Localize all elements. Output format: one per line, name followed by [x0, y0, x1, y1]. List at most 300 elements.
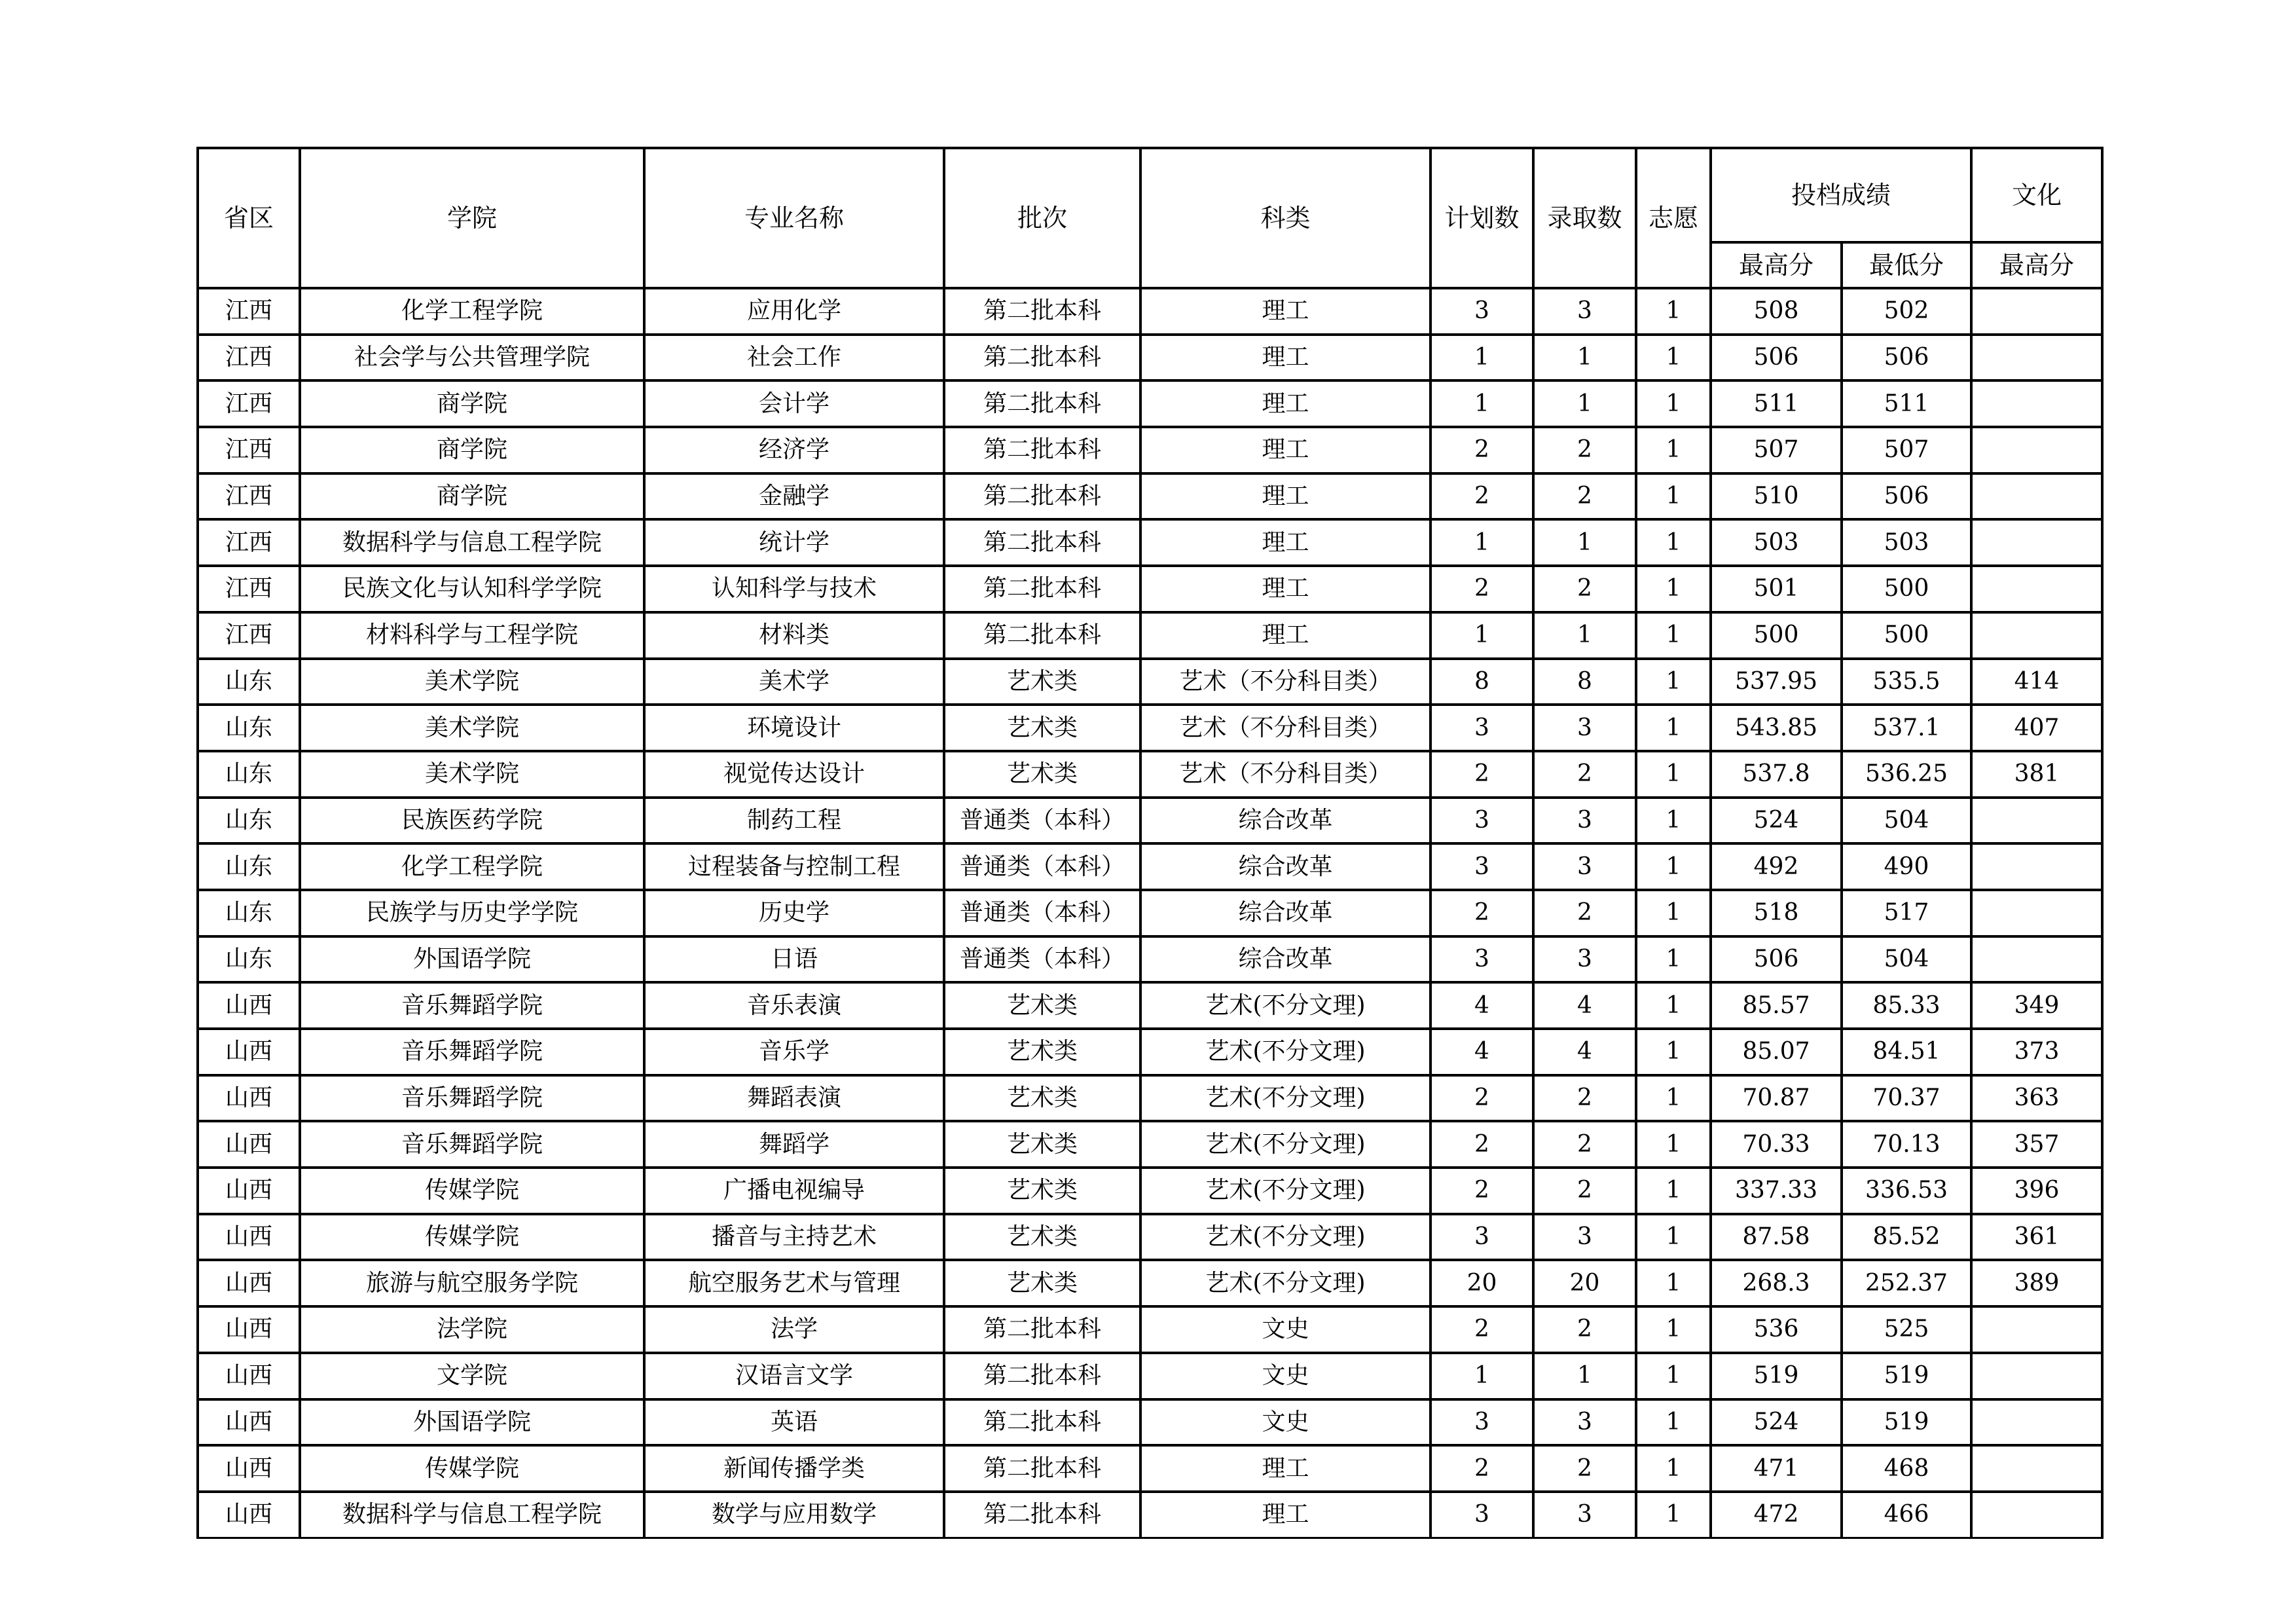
- cell-province: 山东: [198, 843, 300, 890]
- cell-major: 统计学: [644, 519, 944, 566]
- cell-culture-max: [1971, 288, 2102, 335]
- cell-category: 理工: [1140, 427, 1430, 473]
- cell-score-min: 537.1: [1842, 705, 1971, 751]
- cell-province: 山东: [198, 659, 300, 705]
- cell-culture-max: [1971, 612, 2102, 659]
- cell-preference: 1: [1636, 1075, 1711, 1122]
- table-row: [198, 936, 2102, 983]
- cell-major: 舞蹈学: [644, 1121, 944, 1168]
- cell-category: 艺术(不分文理): [1140, 1214, 1430, 1261]
- cell-culture-max: [1971, 936, 2102, 983]
- cell-plan-count: 2: [1430, 751, 1533, 798]
- cell-score-min: 70.13: [1842, 1121, 1971, 1168]
- cell-major: 社会工作: [644, 335, 944, 381]
- cell-category: 文史: [1140, 1306, 1430, 1353]
- cell-score-min: 70.37: [1842, 1075, 1971, 1122]
- cell-culture-max: 373: [1971, 1029, 2102, 1075]
- header-score-min: 最低分: [1842, 242, 1971, 288]
- cell-batch: 艺术类: [944, 659, 1140, 705]
- cell-admitted-count: 2: [1533, 890, 1636, 936]
- cell-score-min: 502: [1842, 288, 1971, 335]
- cell-score-min: 466: [1842, 1492, 1971, 1538]
- cell-score-max: 87.58: [1711, 1214, 1842, 1261]
- cell-admitted-count: 2: [1533, 1121, 1636, 1168]
- cell-batch: 普通类（本科）: [944, 936, 1140, 983]
- table-row: [198, 982, 2102, 1029]
- header-batch: 批次: [944, 148, 1140, 288]
- cell-preference: 1: [1636, 1214, 1711, 1261]
- cell-batch: 第二批本科: [944, 566, 1140, 612]
- cell-category: 艺术（不分科目类）: [1140, 705, 1430, 751]
- cell-admitted-count: 2: [1533, 473, 1636, 520]
- header-admitted-count: 录取数: [1533, 148, 1636, 288]
- cell-score-min: 517: [1842, 890, 1971, 936]
- cell-college: 商学院: [300, 473, 644, 520]
- table-row: [198, 1214, 2102, 1261]
- cell-culture-max: 349: [1971, 982, 2102, 1029]
- cell-preference: 1: [1636, 798, 1711, 844]
- cell-score-max: 503: [1711, 519, 1842, 566]
- cell-major: 英语: [644, 1399, 944, 1446]
- cell-score-max: 510: [1711, 473, 1842, 520]
- cell-college: 社会学与公共管理学院: [300, 335, 644, 381]
- cell-college: 文学院: [300, 1353, 644, 1399]
- cell-college: 商学院: [300, 380, 644, 427]
- cell-category: 综合改革: [1140, 843, 1430, 890]
- cell-category: 艺术(不分文理): [1140, 1168, 1430, 1214]
- cell-college: 外国语学院: [300, 1399, 644, 1446]
- table-row: [198, 798, 2102, 844]
- cell-college: 旅游与航空服务学院: [300, 1260, 644, 1306]
- cell-score-min: 84.51: [1842, 1029, 1971, 1075]
- cell-admitted-count: 8: [1533, 659, 1636, 705]
- cell-major: 材料类: [644, 612, 944, 659]
- table-row: [198, 288, 2102, 335]
- cell-score-max: 519: [1711, 1353, 1842, 1399]
- cell-batch: 第二批本科: [944, 288, 1140, 335]
- cell-category: 艺术(不分文理): [1140, 1260, 1430, 1306]
- cell-score-min: 504: [1842, 936, 1971, 983]
- cell-category: 理工: [1140, 288, 1430, 335]
- cell-culture-max: [1971, 798, 2102, 844]
- cell-category: 理工: [1140, 380, 1430, 427]
- cell-category: 理工: [1140, 612, 1430, 659]
- table-row: [198, 1399, 2102, 1446]
- table-row: [198, 380, 2102, 427]
- cell-preference: 1: [1636, 335, 1711, 381]
- cell-batch: 第二批本科: [944, 473, 1140, 520]
- cell-college: 化学工程学院: [300, 288, 644, 335]
- cell-major: 广播电视编导: [644, 1168, 944, 1214]
- cell-batch: 第二批本科: [944, 612, 1140, 659]
- cell-score-min: 85.33: [1842, 982, 1971, 1029]
- cell-province: 江西: [198, 335, 300, 381]
- admission-table-container: [196, 147, 2106, 1539]
- cell-score-max: 85.07: [1711, 1029, 1842, 1075]
- table-row: [198, 427, 2102, 473]
- cell-plan-count: 2: [1430, 473, 1533, 520]
- cell-major: 历史学: [644, 890, 944, 936]
- cell-preference: 1: [1636, 1121, 1711, 1168]
- header-culture-max: 最高分: [1971, 242, 2102, 288]
- cell-score-max: 492: [1711, 843, 1842, 890]
- cell-score-min: 468: [1842, 1445, 1971, 1492]
- cell-province: 山西: [198, 1445, 300, 1492]
- header-category: 科类: [1140, 148, 1430, 288]
- cell-batch: 艺术类: [944, 1260, 1140, 1306]
- cell-batch: 艺术类: [944, 1214, 1140, 1261]
- cell-score-min: 252.37: [1842, 1260, 1971, 1306]
- cell-admitted-count: 4: [1533, 982, 1636, 1029]
- cell-score-max: 501: [1711, 566, 1842, 612]
- cell-plan-count: 3: [1430, 1492, 1533, 1538]
- cell-college: 音乐舞蹈学院: [300, 1121, 644, 1168]
- cell-admitted-count: 3: [1533, 798, 1636, 844]
- cell-score-min: 500: [1842, 612, 1971, 659]
- cell-score-min: 536.25: [1842, 751, 1971, 798]
- cell-category: 艺术（不分科目类）: [1140, 659, 1430, 705]
- cell-category: 艺术(不分文理): [1140, 1029, 1430, 1075]
- cell-category: 文史: [1140, 1353, 1430, 1399]
- cell-major: 舞蹈表演: [644, 1075, 944, 1122]
- cell-plan-count: 2: [1430, 1168, 1533, 1214]
- cell-plan-count: 20: [1430, 1260, 1533, 1306]
- header-culture-group: 文化: [1971, 148, 2102, 242]
- cell-culture-max: [1971, 1306, 2102, 1353]
- cell-score-min: 85.52: [1842, 1214, 1971, 1261]
- cell-preference: 1: [1636, 936, 1711, 983]
- cell-culture-max: 381: [1971, 751, 2102, 798]
- cell-major: 金融学: [644, 473, 944, 520]
- cell-province: 山西: [198, 1353, 300, 1399]
- cell-preference: 1: [1636, 1492, 1711, 1538]
- table-row: [198, 1075, 2102, 1122]
- cell-admitted-count: 1: [1533, 335, 1636, 381]
- cell-batch: 第二批本科: [944, 335, 1140, 381]
- cell-score-max: 511: [1711, 380, 1842, 427]
- table-row: [198, 612, 2102, 659]
- cell-score-min: 490: [1842, 843, 1971, 890]
- table-row: [198, 566, 2102, 612]
- cell-admitted-count: 4: [1533, 1029, 1636, 1075]
- cell-college: 数据科学与信息工程学院: [300, 1492, 644, 1538]
- cell-plan-count: 2: [1430, 566, 1533, 612]
- cell-province: 江西: [198, 519, 300, 566]
- cell-batch: 普通类（本科）: [944, 843, 1140, 890]
- table-row: [198, 1260, 2102, 1306]
- cell-preference: 1: [1636, 1260, 1711, 1306]
- cell-admitted-count: 2: [1533, 566, 1636, 612]
- cell-score-min: 525: [1842, 1306, 1971, 1353]
- table-header: [198, 148, 2102, 288]
- cell-culture-max: [1971, 890, 2102, 936]
- cell-category: 艺术（不分科目类）: [1140, 751, 1430, 798]
- cell-score-max: 537.95: [1711, 659, 1842, 705]
- cell-college: 民族学与历史学学院: [300, 890, 644, 936]
- cell-province: 山西: [198, 1306, 300, 1353]
- cell-province: 山西: [198, 1029, 300, 1075]
- cell-major: 数学与应用数学: [644, 1492, 944, 1538]
- header-province: 省区: [198, 148, 300, 288]
- cell-major: 制药工程: [644, 798, 944, 844]
- cell-preference: 1: [1636, 1029, 1711, 1075]
- cell-score-min: 336.53: [1842, 1168, 1971, 1214]
- cell-admitted-count: 1: [1533, 1353, 1636, 1399]
- cell-plan-count: 2: [1430, 890, 1533, 936]
- cell-score-max: 268.3: [1711, 1260, 1842, 1306]
- table-row: [198, 473, 2102, 520]
- cell-preference: 1: [1636, 566, 1711, 612]
- table-body: [198, 288, 2102, 1538]
- cell-score-min: 500: [1842, 566, 1971, 612]
- cell-culture-max: [1971, 473, 2102, 520]
- cell-category: 综合改革: [1140, 798, 1430, 844]
- cell-culture-max: 407: [1971, 705, 2102, 751]
- cell-college: 传媒学院: [300, 1168, 644, 1214]
- cell-score-max: 508: [1711, 288, 1842, 335]
- cell-score-max: 70.87: [1711, 1075, 1842, 1122]
- cell-college: 外国语学院: [300, 936, 644, 983]
- cell-score-min: 503: [1842, 519, 1971, 566]
- cell-college: 民族文化与认知科学学院: [300, 566, 644, 612]
- cell-batch: 艺术类: [944, 705, 1140, 751]
- cell-score-min: 504: [1842, 798, 1971, 844]
- cell-admitted-count: 2: [1533, 751, 1636, 798]
- header-score-group: 投档成绩: [1711, 148, 1971, 242]
- table-row: [198, 1492, 2102, 1538]
- cell-admitted-count: 3: [1533, 936, 1636, 983]
- cell-batch: 艺术类: [944, 1075, 1140, 1122]
- cell-plan-count: 1: [1430, 380, 1533, 427]
- cell-culture-max: 363: [1971, 1075, 2102, 1122]
- cell-preference: 1: [1636, 1306, 1711, 1353]
- cell-score-max: 85.57: [1711, 982, 1842, 1029]
- cell-province: 江西: [198, 380, 300, 427]
- cell-plan-count: 3: [1430, 798, 1533, 844]
- table-row: [198, 659, 2102, 705]
- cell-culture-max: [1971, 566, 2102, 612]
- cell-batch: 普通类（本科）: [944, 890, 1140, 936]
- cell-score-max: 471: [1711, 1445, 1842, 1492]
- cell-batch: 艺术类: [944, 751, 1140, 798]
- cell-admitted-count: 2: [1533, 427, 1636, 473]
- cell-plan-count: 2: [1430, 1121, 1533, 1168]
- cell-category: 理工: [1140, 335, 1430, 381]
- cell-plan-count: 2: [1430, 1075, 1533, 1122]
- cell-college: 音乐舞蹈学院: [300, 1075, 644, 1122]
- table-row: [198, 1121, 2102, 1168]
- table-row: [198, 335, 2102, 381]
- cell-score-max: 543.85: [1711, 705, 1842, 751]
- cell-batch: 艺术类: [944, 1029, 1140, 1075]
- cell-batch: 第二批本科: [944, 1306, 1140, 1353]
- cell-college: 美术学院: [300, 659, 644, 705]
- cell-culture-max: [1971, 1399, 2102, 1446]
- cell-admitted-count: 20: [1533, 1260, 1636, 1306]
- cell-score-min: 506: [1842, 335, 1971, 381]
- cell-admitted-count: 1: [1533, 380, 1636, 427]
- cell-score-max: 524: [1711, 798, 1842, 844]
- cell-score-min: 507: [1842, 427, 1971, 473]
- cell-admitted-count: 2: [1533, 1445, 1636, 1492]
- cell-plan-count: 2: [1430, 427, 1533, 473]
- cell-major: 航空服务艺术与管理: [644, 1260, 944, 1306]
- cell-batch: 艺术类: [944, 982, 1140, 1029]
- cell-province: 山东: [198, 705, 300, 751]
- header-major: 专业名称: [644, 148, 944, 288]
- cell-province: 山西: [198, 1214, 300, 1261]
- table-row: [198, 519, 2102, 566]
- cell-category: 综合改革: [1140, 890, 1430, 936]
- table-row: [198, 705, 2102, 751]
- cell-preference: 1: [1636, 890, 1711, 936]
- cell-admitted-count: 3: [1533, 1492, 1636, 1538]
- cell-score-max: 472: [1711, 1492, 1842, 1538]
- cell-major: 会计学: [644, 380, 944, 427]
- cell-admitted-count: 3: [1533, 288, 1636, 335]
- cell-province: 山东: [198, 936, 300, 983]
- cell-score-min: 535.5: [1842, 659, 1971, 705]
- cell-preference: 1: [1636, 1168, 1711, 1214]
- cell-score-min: 506: [1842, 473, 1971, 520]
- cell-culture-max: 396: [1971, 1168, 2102, 1214]
- cell-score-max: 507: [1711, 427, 1842, 473]
- cell-preference: 1: [1636, 473, 1711, 520]
- cell-province: 江西: [198, 566, 300, 612]
- cell-culture-max: 389: [1971, 1260, 2102, 1306]
- table-row: [198, 1306, 2102, 1353]
- cell-admitted-count: 3: [1533, 705, 1636, 751]
- cell-culture-max: [1971, 1492, 2102, 1538]
- cell-college: 传媒学院: [300, 1214, 644, 1261]
- cell-college: 法学院: [300, 1306, 644, 1353]
- cell-province: 江西: [198, 288, 300, 335]
- cell-category: 理工: [1140, 1445, 1430, 1492]
- cell-preference: 1: [1636, 982, 1711, 1029]
- cell-major: 播音与主持艺术: [644, 1214, 944, 1261]
- cell-province: 山东: [198, 890, 300, 936]
- cell-admitted-count: 3: [1533, 843, 1636, 890]
- cell-major: 音乐学: [644, 1029, 944, 1075]
- cell-preference: 1: [1636, 1445, 1711, 1492]
- cell-preference: 1: [1636, 380, 1711, 427]
- table-row: [198, 843, 2102, 890]
- cell-culture-max: [1971, 519, 2102, 566]
- cell-plan-count: 1: [1430, 1353, 1533, 1399]
- cell-category: 理工: [1140, 519, 1430, 566]
- cell-preference: 1: [1636, 519, 1711, 566]
- header-score-max: 最高分: [1711, 242, 1842, 288]
- cell-province: 江西: [198, 612, 300, 659]
- cell-plan-count: 3: [1430, 1214, 1533, 1261]
- table-row: [198, 1445, 2102, 1492]
- cell-college: 传媒学院: [300, 1445, 644, 1492]
- cell-major: 音乐表演: [644, 982, 944, 1029]
- cell-admitted-count: 3: [1533, 1399, 1636, 1446]
- cell-province: 山西: [198, 1075, 300, 1122]
- cell-province: 江西: [198, 427, 300, 473]
- cell-major: 环境设计: [644, 705, 944, 751]
- cell-preference: 1: [1636, 843, 1711, 890]
- cell-plan-count: 2: [1430, 1306, 1533, 1353]
- cell-province: 山西: [198, 1399, 300, 1446]
- cell-major: 美术学: [644, 659, 944, 705]
- cell-batch: 艺术类: [944, 1121, 1140, 1168]
- cell-culture-max: [1971, 427, 2102, 473]
- cell-score-max: 337.33: [1711, 1168, 1842, 1214]
- cell-category: 综合改革: [1140, 936, 1430, 983]
- cell-college: 音乐舞蹈学院: [300, 982, 644, 1029]
- cell-province: 山西: [198, 982, 300, 1029]
- cell-province: 山西: [198, 1168, 300, 1214]
- cell-batch: 第二批本科: [944, 1399, 1140, 1446]
- cell-category: 文史: [1140, 1399, 1430, 1446]
- cell-batch: 第二批本科: [944, 1492, 1140, 1538]
- table-row: [198, 1029, 2102, 1075]
- cell-college: 数据科学与信息工程学院: [300, 519, 644, 566]
- cell-major: 经济学: [644, 427, 944, 473]
- cell-admitted-count: 1: [1533, 612, 1636, 659]
- cell-category: 理工: [1140, 566, 1430, 612]
- table-row: [198, 890, 2102, 936]
- cell-admitted-count: 2: [1533, 1168, 1636, 1214]
- cell-culture-max: [1971, 843, 2102, 890]
- cell-admitted-count: 3: [1533, 1214, 1636, 1261]
- cell-college: 商学院: [300, 427, 644, 473]
- cell-major: 汉语言文学: [644, 1353, 944, 1399]
- cell-major: 过程装备与控制工程: [644, 843, 944, 890]
- cell-college: 民族医药学院: [300, 798, 644, 844]
- cell-batch: 第二批本科: [944, 519, 1140, 566]
- cell-college: 材料科学与工程学院: [300, 612, 644, 659]
- header-preference: 志愿: [1636, 148, 1711, 288]
- cell-admitted-count: 1: [1533, 519, 1636, 566]
- cell-preference: 1: [1636, 659, 1711, 705]
- cell-culture-max: [1971, 335, 2102, 381]
- cell-major: 法学: [644, 1306, 944, 1353]
- cell-score-max: 537.8: [1711, 751, 1842, 798]
- cell-batch: 第二批本科: [944, 1445, 1140, 1492]
- cell-score-min: 511: [1842, 380, 1971, 427]
- cell-plan-count: 3: [1430, 705, 1533, 751]
- cell-college: 化学工程学院: [300, 843, 644, 890]
- cell-score-max: 536: [1711, 1306, 1842, 1353]
- cell-score-max: 506: [1711, 335, 1842, 381]
- cell-culture-max: [1971, 380, 2102, 427]
- cell-plan-count: 8: [1430, 659, 1533, 705]
- cell-preference: 1: [1636, 288, 1711, 335]
- cell-major: 认知科学与技术: [644, 566, 944, 612]
- cell-college: 美术学院: [300, 751, 644, 798]
- cell-plan-count: 1: [1430, 519, 1533, 566]
- cell-plan-count: 1: [1430, 612, 1533, 659]
- cell-preference: 1: [1636, 1353, 1711, 1399]
- cell-score-max: 518: [1711, 890, 1842, 936]
- cell-preference: 1: [1636, 427, 1711, 473]
- cell-plan-count: 1: [1430, 335, 1533, 381]
- cell-plan-count: 2: [1430, 1445, 1533, 1492]
- cell-culture-max: 361: [1971, 1214, 2102, 1261]
- cell-major: 新闻传播学类: [644, 1445, 944, 1492]
- cell-culture-max: 414: [1971, 659, 2102, 705]
- cell-preference: 1: [1636, 705, 1711, 751]
- cell-admitted-count: 2: [1533, 1306, 1636, 1353]
- cell-score-max: 70.33: [1711, 1121, 1842, 1168]
- cell-admitted-count: 2: [1533, 1075, 1636, 1122]
- cell-batch: 艺术类: [944, 1168, 1140, 1214]
- cell-preference: 1: [1636, 612, 1711, 659]
- cell-plan-count: 3: [1430, 843, 1533, 890]
